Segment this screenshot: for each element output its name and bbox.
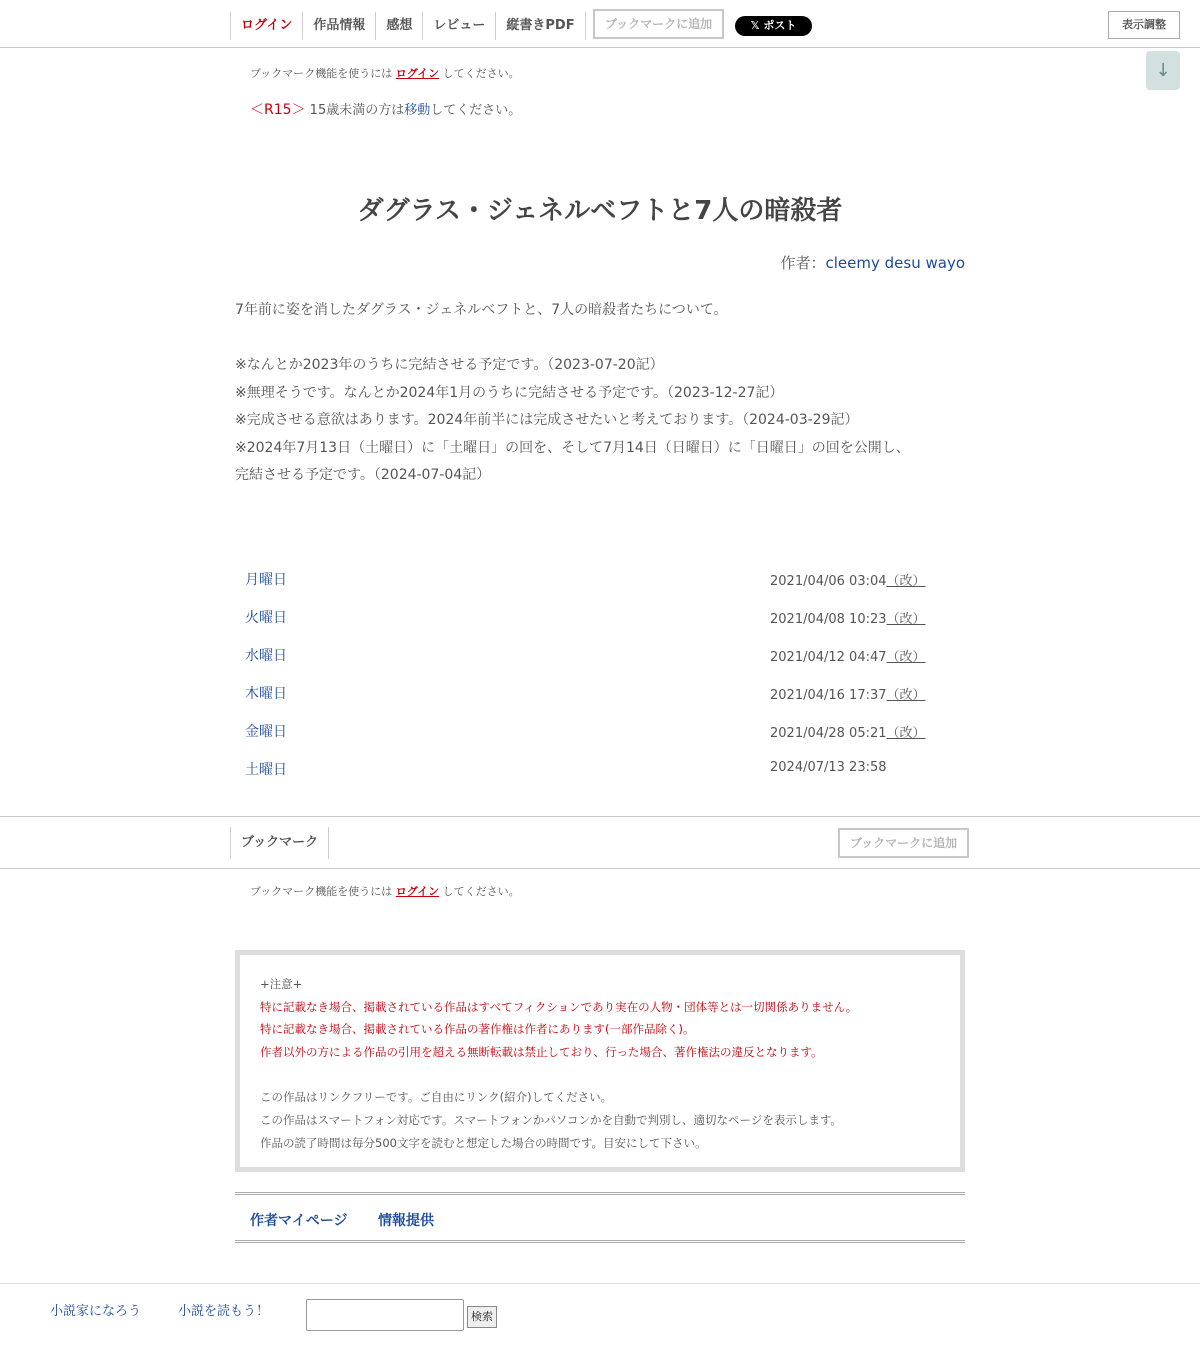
caution-red-line: 特に記載なき場合、掲載されている作品はすべてフィクションであり実在の人物・団体等とは一切関係ありません。 — [260, 999, 858, 1014]
bookmark-bar — [0, 816, 1200, 869]
review-link[interactable]: レビュー — [422, 12, 495, 40]
login-link[interactable]: ログイン — [230, 12, 302, 40]
work-info-link[interactable]: 作品情報 — [302, 12, 375, 40]
r15-move-link[interactable]: 移動 — [404, 103, 431, 118]
caution-red-line: 作者以外の方による作品の引用を超える無断転載は禁止しており、行った場合、著作権法の違反となります。 — [260, 1045, 823, 1060]
chapter-row — [235, 637, 965, 675]
footer — [0, 1283, 1200, 1351]
bookmark-notice-top: ブックマーク機能を使うには ログイン してください。 — [250, 67, 520, 80]
revised-mark: （改） — [886, 726, 926, 741]
synopsis-line: 7年前に姿を消したダグラス・ジェネルベフトと、7人の暗殺者たちについて。 — [235, 302, 728, 318]
bookmark-notice-login-link[interactable]: ログイン — [395, 67, 440, 80]
bookmark-bar-label: ブックマーク — [230, 827, 329, 859]
display-settings-button[interactable]: 表示調整 — [1108, 11, 1180, 39]
chapter-title-link[interactable]: 土曜日 — [245, 762, 287, 778]
r15-notice: ＜R15＞ 15歳未満の方は移動してください。 — [250, 102, 522, 118]
report-info-link[interactable]: 情報提供 — [378, 1213, 434, 1229]
caution-red-line: 特に記載なき場合、掲載されている作品の著作権は作者にあります(一部作品除く)。 — [260, 1022, 695, 1037]
synopsis-line — [235, 325, 965, 353]
chapter-title-link[interactable]: 木曜日 — [245, 686, 287, 702]
scroll-down-button[interactable] — [1146, 51, 1180, 90]
author-line: 作者：cleemy desu wayo — [780, 254, 965, 272]
chapter-row — [235, 599, 965, 637]
top-navigation — [0, 0, 1200, 48]
bookmark-notice-login-link[interactable]: ログイン — [395, 885, 440, 898]
x-logo-icon: 𝕏 — [750, 19, 760, 32]
search-input[interactable] — [306, 1299, 464, 1331]
chapter-date: 2021/04/06 03:04（改） — [770, 574, 926, 589]
chapter-title-link[interactable]: 月曜日 — [245, 572, 287, 588]
chapter-row — [235, 713, 965, 751]
caution-line: この作品はスマートフォン対応です。スマートフォンかパソコンかを自動で判別し、適切なページを表示します。 — [260, 1113, 842, 1128]
synopsis-line: ※2024年7月13日（土曜日）に「土曜日」の回を、そして7月14日（日曜日）に「日曜日」の回を公開し、 — [235, 439, 910, 456]
chapter-date: 2021/04/28 05:21（改） — [770, 726, 926, 741]
chapter-list — [235, 561, 965, 789]
x-post-button[interactable] — [735, 16, 812, 36]
chapter-title-link[interactable]: 水曜日 — [245, 648, 287, 664]
revised-mark: （改） — [886, 650, 926, 665]
caution-spacer — [260, 1064, 940, 1087]
author-links — [235, 1192, 965, 1243]
bookmark-add-button[interactable]: ブックマークに追加 — [593, 9, 724, 39]
footer-link-yomou[interactable]: 小説を読もう！ — [178, 1304, 270, 1319]
synopsis-line: ※なんとか2023年のうちに完結させる予定です。（2023-07-20記） — [235, 357, 664, 373]
down-arrow-icon: ↓ — [1155, 60, 1171, 81]
top-menu — [230, 12, 586, 40]
search-button[interactable]: 検索 — [467, 1306, 497, 1328]
caution-line: 作品の読了時間は毎分500文字を読むと想定した場合の時間です。目安にして下さい。 — [260, 1135, 707, 1150]
chapter-title-link[interactable]: 金曜日 — [245, 724, 287, 740]
chapter-row — [235, 561, 965, 599]
bookmark-add-button-bottom[interactable]: ブックマークに追加 — [838, 828, 969, 858]
caution-line: この作品はリンクフリーです。ご自由にリンク(紹介)してください。 — [260, 1090, 613, 1105]
x-post-label: ポスト — [763, 19, 797, 32]
chapter-date: 2021/04/16 17:37（改） — [770, 688, 926, 703]
chapter-date: 2021/04/12 04:47（改） — [770, 650, 926, 665]
revised-mark: （改） — [886, 574, 926, 589]
bookmark-notice-bottom: ブックマーク機能を使うには ログイン してください。 — [250, 885, 520, 898]
author-link[interactable]: cleemy desu wayo — [825, 254, 965, 272]
r15-tag: ＜R15＞ — [250, 102, 306, 118]
chapter-title-link[interactable]: 火曜日 — [245, 610, 287, 626]
synopsis — [235, 297, 965, 490]
synopsis-line: ※無理そうです。なんとか2024年1月のうちに完結させる予定です。（2023-12-27記） — [235, 384, 784, 401]
author-mypage-link[interactable]: 作者マイページ — [250, 1213, 348, 1229]
caution-heading: +注意+ — [260, 977, 303, 991]
chapter-date: 2021/04/08 10:23（改） — [770, 612, 926, 627]
vertical-pdf-link[interactable]: 縦書きPDF — [495, 12, 585, 40]
revised-mark: （改） — [886, 612, 926, 627]
caution-box — [235, 950, 965, 1172]
chapter-date: 2024/07/13 23:58 — [770, 760, 887, 775]
novel-title: ダグラス・ジェネルベフトと7人の暗殺者 — [357, 196, 843, 226]
footer-link-syosetu[interactable]: 小説家になろう — [50, 1304, 142, 1319]
synopsis-line: ※完成させる意欲はあります。2024年前半には完成させたいと考えております。（2024-03-29記） — [235, 412, 859, 428]
impressions-link[interactable]: 感想 — [375, 12, 422, 40]
revised-mark: （改） — [886, 688, 926, 703]
chapter-row — [235, 675, 965, 713]
synopsis-line: 完結させる予定です。（2024-07-04記） — [235, 467, 491, 483]
chapter-row — [235, 751, 965, 789]
